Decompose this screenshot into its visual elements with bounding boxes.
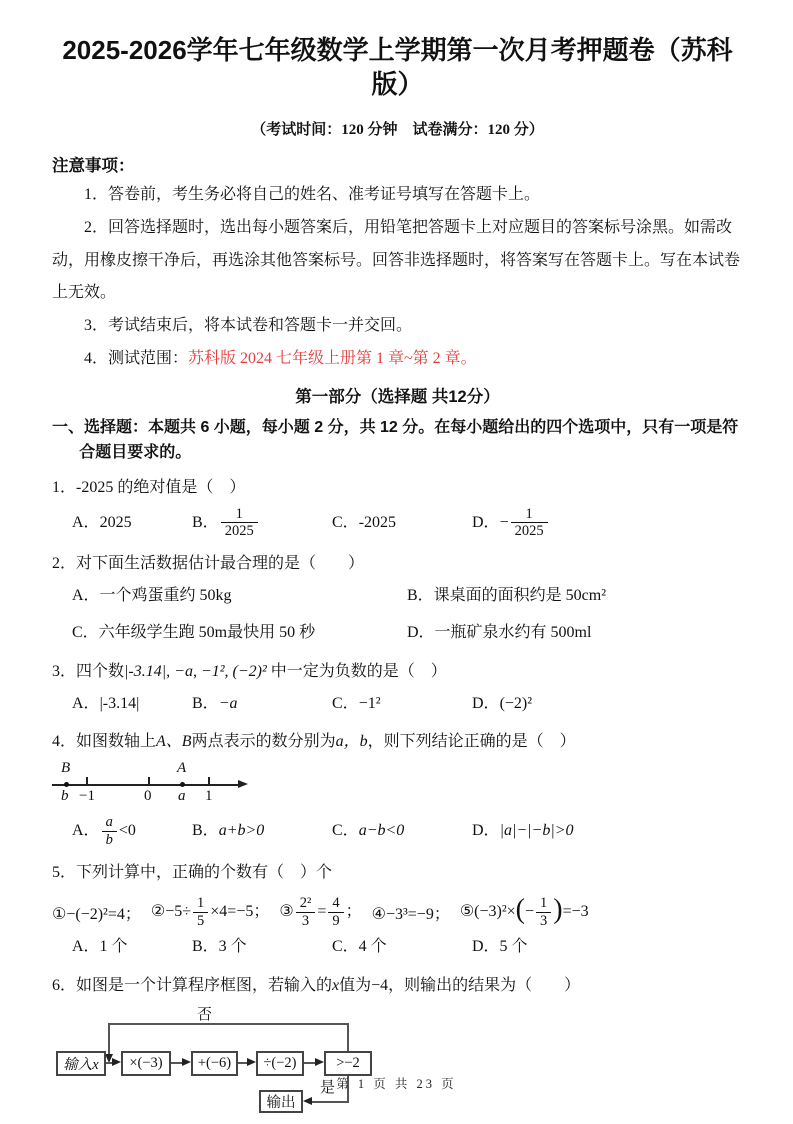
flow-condition-label: >−2 [336,1054,360,1071]
flow-step3-label: ÷(−2) [263,1054,297,1071]
expr-2-post: ×4=−5； [210,902,270,920]
option-d [472,690,743,719]
notice-item-4-prefix: 4．测试范围： [84,349,189,367]
fraction-denominator: 2025 [514,523,544,540]
minus-sign: − [525,902,535,920]
right-paren: ) [553,894,563,925]
option-d [472,817,743,846]
stem-text: 3．四个数 [52,662,125,680]
notice-item-3: 3．考试结束后，将本试卷和答题卡一并交回。 [84,317,413,335]
option-b [192,506,332,540]
option-b: B．3 个 [192,938,247,956]
program-flowchart [54,1006,394,1124]
expr-3 [279,895,361,929]
option-d-label: D． [472,513,500,531]
stem-text: 中一定为负数的是（ ） [266,662,447,680]
question-2-options-row1 [52,582,743,611]
flow-output-box [259,1090,303,1113]
option-d: D．5 个 [472,938,528,956]
fraction-numerator: 1 [221,506,258,524]
arrow-left-icon [303,1097,312,1105]
stem-text: 6．如图是一个计算程序框图，若输入的 [52,976,333,994]
option-d-label: D． [472,694,500,712]
question-3 [52,656,743,719]
stem-math: |-3.14|, −a, −1², (−2)² [124,662,267,680]
option-a-label: A． [72,694,100,712]
option-a [72,509,192,538]
question-3-stem [52,656,743,688]
fraction [193,895,208,929]
option-d [472,506,743,540]
arrow-right-icon [112,1058,121,1066]
page-number-footer: 第 1 页 共 23 页 [336,1077,457,1091]
fraction-denominator: 2025 [224,523,254,540]
option-b-value: −a [218,694,238,712]
fraction [221,506,258,540]
question-4-options [52,814,743,848]
expr-5-pre: ⑤(−3)²× [459,902,516,920]
flow-output-label: 输出 [266,1094,296,1111]
left-paren: ( [515,894,525,925]
question-6-stem [52,970,743,1002]
minus-sign: − [499,513,509,531]
arrow-right-icon [182,1058,191,1066]
question-1-options [52,506,743,540]
loop-line-left [108,1023,110,1055]
fraction-denominator: 5 [197,912,205,929]
stem-text: 值为−4 [339,976,389,994]
option-b-value: a+b>0 [218,822,265,840]
fraction-numerator: 1 [193,895,208,913]
label-A: A [177,760,187,777]
flow-step1-label: ×(−3) [129,1054,163,1071]
flow-step3-box [256,1051,304,1076]
axis-arrow-icon [238,780,248,788]
tick-0 [148,777,150,785]
expr-5 [460,895,589,929]
fraction-denominator: b [105,832,113,849]
question-3-options [52,690,743,719]
stem-text: ，则输出的结果为（ ） [388,976,581,994]
arrow-right-icon [315,1058,324,1066]
label-B: B [61,760,71,777]
question-4-stem [52,726,743,758]
fraction-denominator: 3 [540,912,548,929]
flow-input-box [56,1051,106,1076]
arrow-right-icon [247,1058,256,1066]
option-a-label: A． [72,822,100,840]
question-5-expressions [52,895,743,929]
option-c: C．六年级学生跑 50m最快用 50 秒 [72,623,316,641]
expr-2-pre: ②−5÷ [150,902,192,920]
option-d: D．一瓶矿泉水约有 500ml [407,623,592,641]
equals-sign: = [317,902,327,920]
fraction [102,814,117,848]
flow-no-label: 否 [197,1006,213,1023]
expr-3-post: ； [345,902,362,920]
question-1-stem: 1．-2025 的绝对值是（ ） [52,478,246,496]
expr-1: ①−(−2)²=4； [52,905,141,923]
test-scope-highlight: 苏科版 2024 七年级上册第 1 章~第 2 章。 [188,349,477,367]
question-4 [52,726,743,848]
fraction [328,895,343,929]
stem-text: 4．如图数轴上 [52,733,157,751]
stem-text: 两点表示的数分别为 [191,733,336,751]
option-a [72,690,192,719]
option-c-label: C． [332,513,359,531]
option-a: A．一个鸡蛋重约 50kg [72,587,232,605]
fraction-numerator: 1 [511,506,548,524]
expr-2 [151,895,269,929]
fraction-denominator: 3 [301,912,310,929]
question-2-options-row2 [52,619,743,648]
option-b [192,690,332,719]
point-A-dot [180,782,185,787]
option-b-label: B． [192,513,219,531]
option-d-label: D． [472,822,500,840]
label-minus1: −1 [79,788,95,805]
label-0: 0 [144,788,152,805]
fraction-numerator: 4 [328,895,343,913]
flow-step2-label: +(−6) [197,1054,232,1071]
expr-5-post: =−3 [562,902,589,920]
notice-item-2: 2．回答选择题时，选出每小题答案后，用铅笔把答题卡上对应题目的答案标号涂黑。如需改动，用橡皮擦干净后，再选涂其他答案标号。回答非选择题时，将答案写在答题卡上。写在本试卷上无效。 [52,218,741,302]
tick-1 [208,777,210,785]
tick-minus1 [86,777,88,785]
flow-yes-label: 是 [320,1079,336,1096]
option-b: B．课桌面的面积约是 50cm² [407,587,607,605]
option-c: C．4 个 [332,938,387,956]
notices-section [52,153,743,376]
option-c-value: a−b<0 [358,822,405,840]
page-title: 2025-2026学年七年级数学上学期第一次月考押题卷（苏科版） [62,35,733,99]
point-B-dot [64,782,69,787]
fraction-denominator: 9 [332,912,340,929]
exam-meta-line: （考试时间：120 分钟 试卷满分：120 分） [251,121,544,138]
option-d-value: |a|−|−b|>0 [499,822,574,840]
yes-line-left [311,1101,349,1103]
option-c [332,509,472,538]
question-5-stem: 5．下列计算中，正确的个数有（ ）个 [52,863,333,881]
option-c [332,817,472,846]
label-1: 1 [205,788,213,805]
flow-step1-box [121,1051,171,1076]
fraction [296,895,316,929]
number-line-figure [52,760,292,810]
question-6 [52,970,743,1124]
option-a [72,814,192,848]
stem-text: ，则下列结论正确的是（ ） [367,733,576,751]
question-5 [52,857,743,962]
option-c-label: C． [332,822,359,840]
option-c-label: C． [332,694,359,712]
flow-input-label: 输入x [63,1056,99,1073]
part1-heading: 第一部分（选择题 共12分） [295,387,500,406]
option-d-value: (−2)² [499,694,533,712]
stem-vars: a，b [335,733,368,751]
option-c [332,690,472,719]
option-a-value: 2025 [99,513,132,531]
notices-heading: 注意事项： [52,156,135,175]
stem-points: A、B [156,733,192,751]
option-a-label: A． [72,513,100,531]
loop-line-right [347,1023,349,1051]
question-1 [52,472,743,540]
option-a: A．1 个 [72,938,128,956]
expr-3-pre: ③ [279,902,294,920]
notice-item-1: 1．答卷前，考生务必将自己的姓名、准考证号填写在答题卡上。 [84,185,541,203]
fraction-numerator: a [102,814,117,832]
number-line-axis [52,784,240,786]
option-b-label: B． [192,822,219,840]
label-a: a [178,788,186,805]
label-b: b [61,788,69,805]
flow-condition-box [324,1051,372,1076]
expr-4: ④−3³=−9； [371,905,450,923]
fraction-numerator: 2² [296,895,316,913]
fraction-numerator: 1 [536,895,551,913]
flow-step2-box [191,1051,238,1076]
option-a-value: |-3.14| [99,694,140,712]
fraction [536,895,551,929]
option-b-label: B． [192,694,219,712]
relation: <0 [118,822,136,840]
option-c-value: −1² [358,694,381,712]
option-c-value: -2025 [358,513,397,531]
question-5-options [52,933,743,962]
stem-var-x: x [332,976,340,994]
loop-line-top [108,1023,349,1025]
option-b [192,817,332,846]
question-2-stem: 2．对下面生活数据估计最合理的是（ ） [52,555,365,573]
question-2 [52,548,743,648]
section1-intro: 一、选择题：本题共 6 小题，每小题 2 分，共 12 分。在每小题给出的四个选项中，只有一项是符合题目要求的。 [52,419,739,461]
notice-item-4 [52,343,743,376]
fraction [511,506,548,540]
